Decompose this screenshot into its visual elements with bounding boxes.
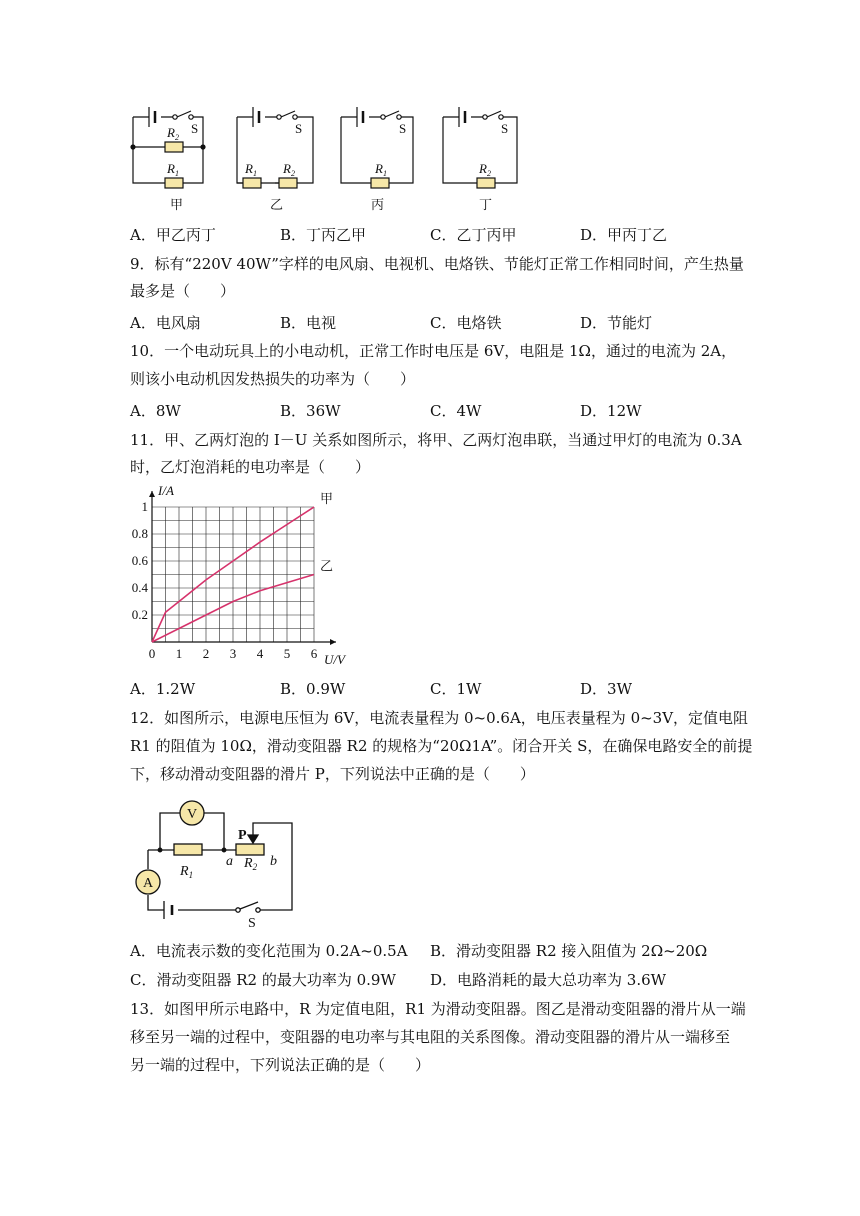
iu-chart (120, 486, 370, 670)
switch-label-yi: S (295, 121, 303, 136)
q9-stem-line1: 9．标有“220V 40W”字样的电风扇、电视机、电烙铁、节能灯正常工作相同时间，产生热量 (130, 255, 744, 273)
q8-option-a[interactable]: A．甲乙丙丁 (130, 226, 216, 244)
q12-option-b[interactable]: B．滑动变阻器 R2 接入阻值为 2Ω~20Ω (430, 942, 708, 960)
y-tick-label: 0.6 (131, 553, 148, 568)
ammeter-label: A (143, 876, 154, 891)
x-tick-label: 4 (256, 646, 264, 661)
q10-option-a[interactable]: A．8W (130, 402, 181, 420)
q9-option-a[interactable]: A．电风扇 (130, 314, 201, 332)
q12-circuit (128, 795, 308, 930)
q10-option-c[interactable]: C．4W (430, 402, 482, 420)
q12-stem-line3: 下，移动滑动变阻器的滑片 P，下列说法中正确的是（ ） (130, 765, 535, 783)
series-label-jia: 甲 (320, 491, 334, 506)
q9-stem-line2: 最多是（ ） (130, 282, 236, 300)
q12-stem-line2: R1 的阻值为 10Ω，滑动变阻器 R2 的规格为“20Ω1A”。闭合开关 S，在确保电路安全的前提 (130, 737, 753, 755)
q13-stem-line2: 移至另一端的过程中，变阻器的电功率与其电阻的关系图像。滑动变阻器的滑片从一端移至 (130, 1028, 731, 1046)
q9-option-c[interactable]: C．电烙铁 (430, 314, 502, 332)
voltmeter-label: V (187, 807, 198, 822)
q8-circuits (125, 95, 535, 215)
x-axis-arrow (330, 639, 336, 645)
q9-option-b[interactable]: B．电视 (280, 314, 337, 332)
diagram-label-bing: 丙 (371, 197, 385, 212)
switch-s-label: S (248, 916, 256, 930)
r1-label: $R_1$ (180, 864, 194, 880)
q12-option-d[interactable]: D．电路消耗的最大总功率为 3.6W (430, 971, 667, 989)
r1-label-bing: $R_1$ (375, 161, 387, 178)
q8-option-d[interactable]: D．甲丙丁乙 (580, 226, 668, 244)
diagram-label-yi: 乙 (270, 197, 284, 212)
q11-stem-line1: 11．甲、乙两灯泡的 I－U 关系如图所示，将甲、乙两灯泡串联，当通过甲灯的电流为 0.3A (130, 431, 742, 449)
x-tick-label: 5 (283, 646, 291, 661)
r1-label-jia: $R_1$ (167, 161, 179, 178)
q11-option-b[interactable]: B．0.9W (280, 680, 346, 698)
x-tick-label: 0 (148, 646, 156, 661)
q11-option-d[interactable]: D．3W (580, 680, 632, 698)
q10-option-b[interactable]: B．36W (280, 402, 341, 420)
q8-option-c[interactable]: C．乙丁丙甲 (430, 226, 517, 244)
y-tick-label: 0.2 (131, 607, 148, 622)
q9-option-d[interactable]: D．节能灯 (580, 314, 653, 332)
y-axis-label: I/A (158, 486, 174, 498)
y-tick-label: 1 (141, 499, 148, 514)
r1-label-yi: $R_1$ (245, 161, 257, 178)
q11-option-c[interactable]: C．1W (430, 680, 482, 698)
diagram-label-ding: 丁 (479, 197, 493, 212)
q10-stem-line2: 则该小电动机因发热损失的功率为（ ） (130, 370, 416, 388)
q12-stem-line1: 12．如图所示，电源电压恒为 6V，电流表量程为 0~0.6A，电压表量程为 0~3V，定值电阻 (130, 709, 749, 727)
series-label-yi: 乙 (320, 558, 334, 574)
y-tick-label: 0.4 (131, 580, 148, 595)
q10-stem-line1: 10．一个电动玩具上的小电动机，正常工作时电压是 6V，电阻是 1Ω，通过的电流为 2A， (130, 342, 737, 360)
q13-stem-line3: 另一端的过程中，下列说法正确的是（ ） (130, 1056, 431, 1074)
switch-label-jia: S (191, 121, 199, 136)
q12-option-c[interactable]: C．滑动变阻器 R2 的最大功率为 0.9W (130, 971, 396, 989)
terminal-b-label: b (270, 854, 277, 869)
r2-label-ding: $R_2$ (479, 161, 491, 178)
r2-label: $R_2$ (244, 856, 258, 872)
x-axis-label: U/V (324, 652, 345, 667)
slider-p-label: P (238, 828, 247, 843)
x-tick-label: 6 (310, 646, 318, 661)
q11-stem-line2: 时，乙灯泡消耗的电功率是（ ） (130, 458, 371, 476)
terminal-a-label: a (226, 854, 233, 869)
q12-option-a[interactable]: A．电流表示数的变化范围为 0.2A~0.5A (130, 942, 408, 960)
q13-stem-line1: 13．如图甲所示电路中，R 为定值电阻，R1 为滑动变阻器。图乙是滑动变阻器的滑片从一端 (130, 1000, 746, 1018)
r2-label-jia: $R_2$ (167, 125, 179, 142)
switch-label-ding: S (501, 121, 509, 136)
y-axis-arrow (149, 491, 155, 497)
x-tick-label: 2 (202, 646, 210, 661)
q10-option-d[interactable]: D．12W (580, 402, 642, 420)
x-tick-label: 3 (229, 646, 237, 661)
switch-label-bing: S (399, 121, 407, 136)
q11-option-a[interactable]: A．1.2W (130, 680, 196, 698)
diagram-label-jia: 甲 (170, 197, 184, 212)
x-tick-label: 1 (175, 646, 183, 661)
y-tick-label: 0.8 (131, 526, 148, 541)
r2-label-yi: $R_2$ (283, 161, 295, 178)
q8-option-b[interactable]: B．丁丙乙甲 (280, 226, 367, 244)
